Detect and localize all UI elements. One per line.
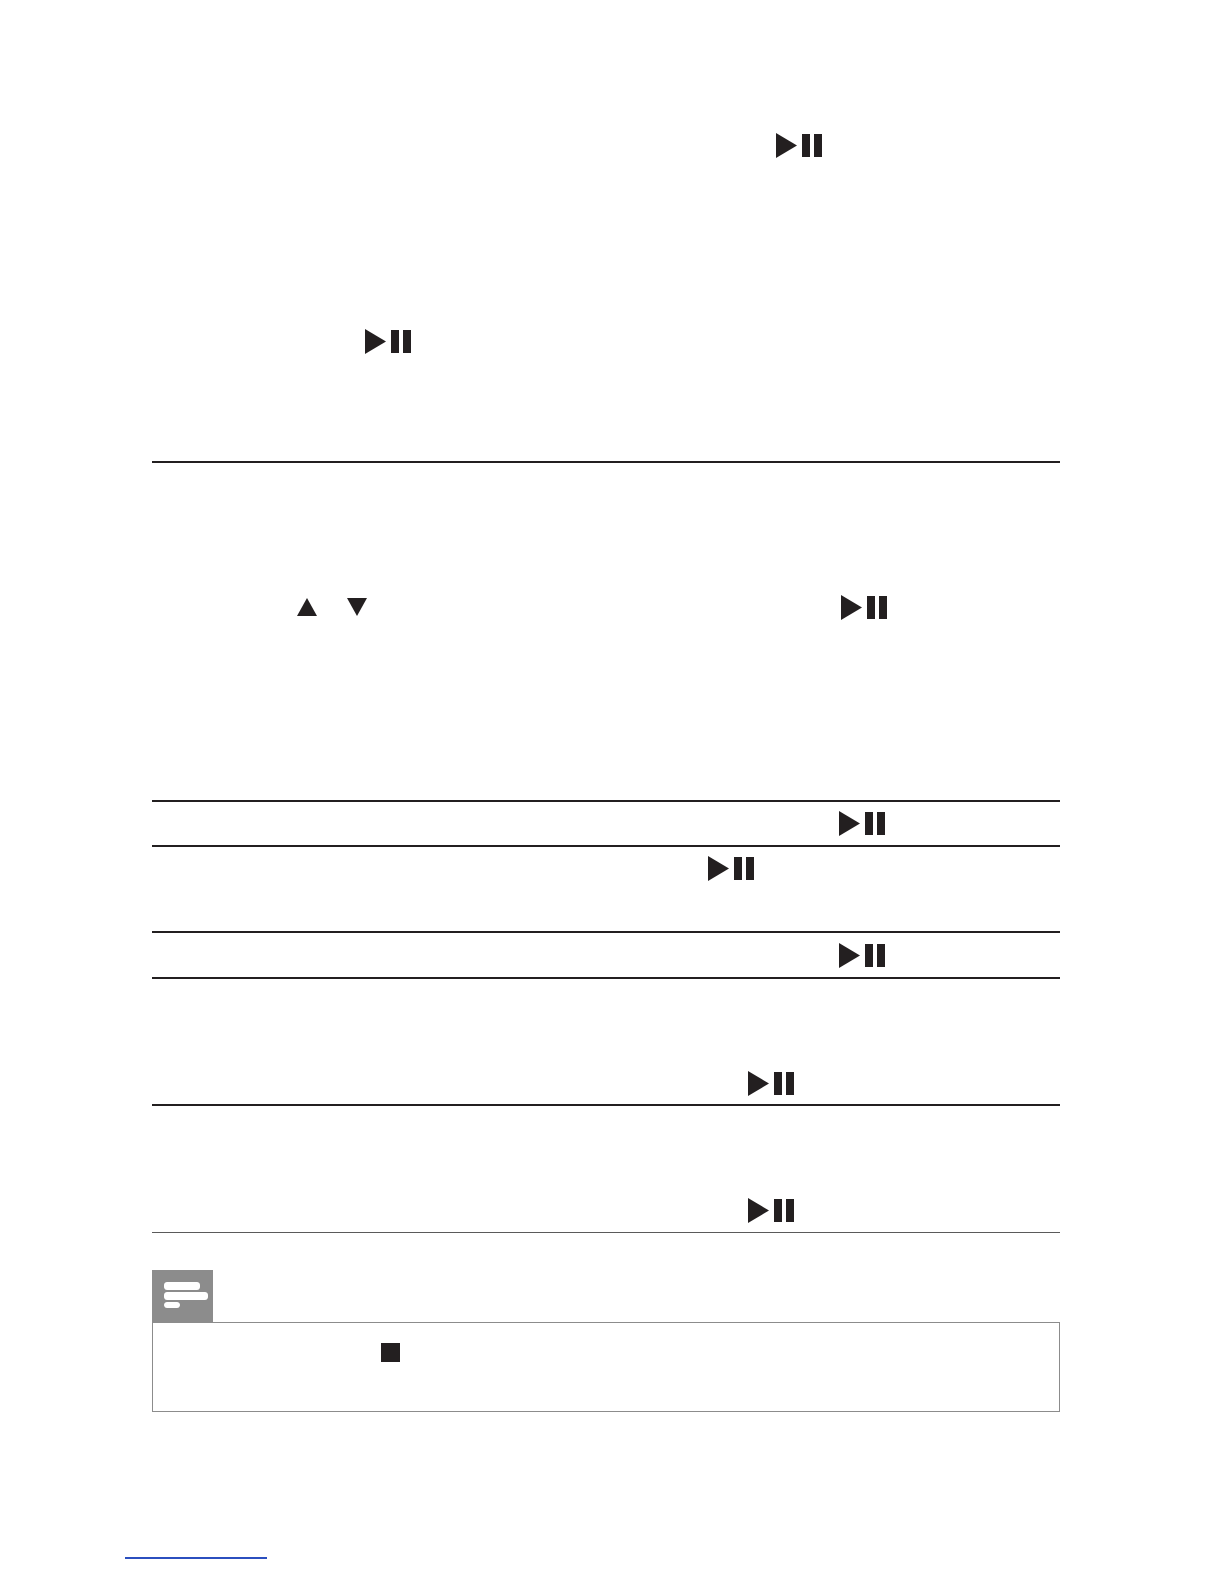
play-pause-icon	[841, 595, 889, 620]
play-pause-icon	[365, 329, 413, 354]
table-rule	[152, 977, 1060, 979]
note-icon	[164, 1282, 208, 1310]
table-rule	[152, 845, 1060, 847]
section-divider	[152, 461, 1060, 463]
triangle-down-icon	[347, 598, 367, 616]
play-pause-icon	[708, 856, 756, 881]
table-rule	[152, 800, 1060, 802]
footer-link-underline[interactable]	[125, 1557, 267, 1559]
play-pause-icon	[748, 1071, 796, 1096]
note-box	[152, 1322, 1060, 1412]
stop-square-icon	[381, 1343, 400, 1362]
play-pause-icon	[839, 811, 887, 836]
table-rule	[152, 1232, 1060, 1233]
table-rule	[152, 1104, 1060, 1106]
play-pause-icon	[839, 943, 887, 968]
play-pause-icon	[776, 133, 824, 158]
note-tab	[152, 1270, 213, 1323]
table-rule	[152, 931, 1060, 933]
play-pause-icon	[748, 1198, 796, 1223]
triangle-up-icon	[297, 598, 317, 616]
